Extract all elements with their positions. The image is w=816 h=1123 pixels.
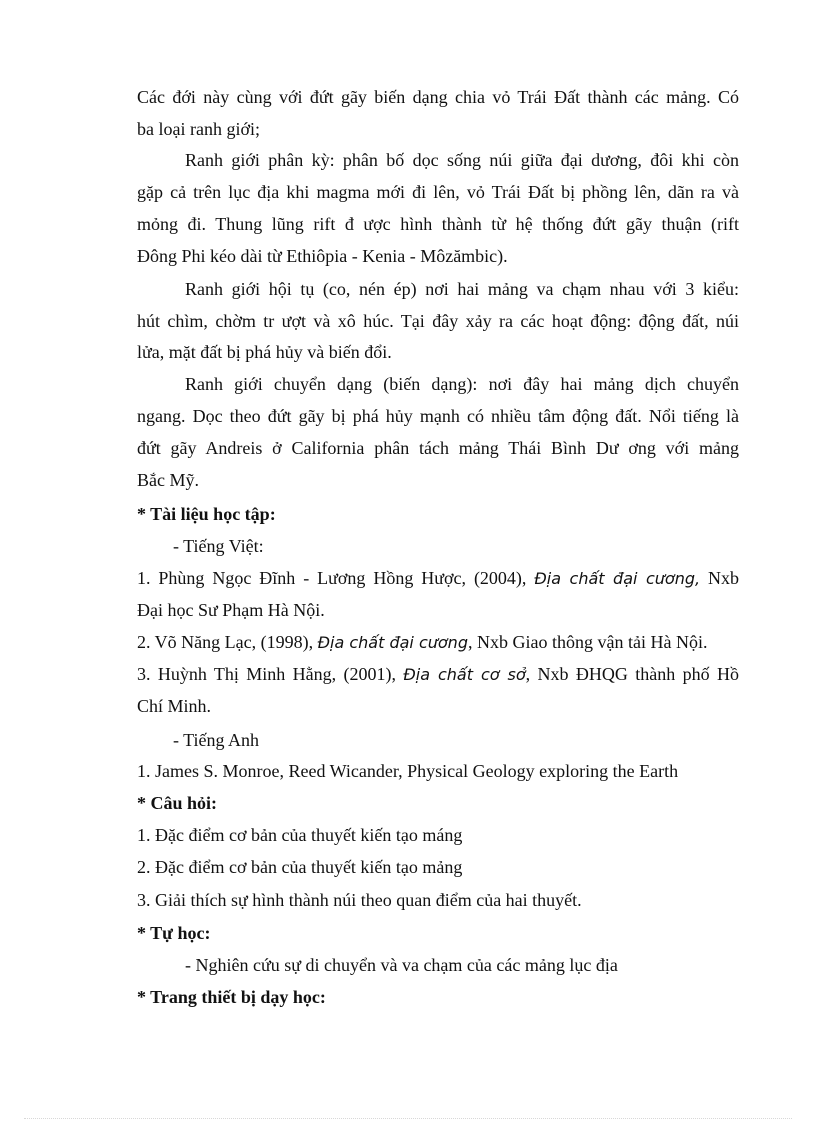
para3-line3: lửa, mặt đất bị phá hủy và biến đổi. — [137, 342, 392, 362]
english-label: - Tiếng Anh — [173, 730, 260, 750]
reference-1-line2: Đại học Sư Phạm Hà Nội. — [137, 600, 325, 620]
reference-3-line2: Chí Minh. — [137, 696, 212, 716]
equipment-heading: * Trang thiết bị dạy học: — [137, 987, 326, 1007]
para4-line2: ngang. Dọc theo đứt gãy bị phá hủy mạnh có nhiều tâm động đất. Nổi tiếng là — [137, 406, 739, 426]
para4-line3: đứt gãy Andreis ở California phân tách mảng Thái Bình Dư ơng với mảng — [137, 438, 739, 458]
question-1: 1. Đặc điểm cơ bản của thuyết kiến tạo máng — [137, 825, 463, 845]
question-2: 2. Đặc điểm cơ bản của thuyết kiến tạo mảng — [137, 857, 463, 877]
materials-heading: * Tài liệu học tập: — [137, 504, 276, 524]
para2-line2: gặp cả trên lục địa khi magma mới đi lên, vỏ Trái Đất bị phồng lên, dãn ra và — [137, 182, 739, 202]
reference-2-authors: 2. Võ Năng Lạc, (1998), — [137, 632, 318, 652]
reference-en-1: 1. James S. Monroe, Reed Wicander, Physical Geology exploring the Earth — [137, 761, 679, 781]
reference-3-line1 — [137, 663, 739, 685]
page-bottom-divider — [24, 1118, 792, 1119]
para3-line2: hút chìm, chờm tr ượt và xô húc. Tại đây xảy ra các hoạt động: động đất, núi — [137, 311, 739, 331]
reference-3-authors: 3. Huỳnh Thị Minh Hằng, (2001), — [137, 664, 404, 684]
para1-line2: ba loại ranh giới; — [137, 119, 260, 139]
self-study-item: - Nghiên cứu sự di chuyển và va chạm của các mảng lục địa — [185, 955, 618, 975]
para2-line1: Ranh giới phân kỳ: phân bố dọc sống núi giữa đại dương, đôi khi còn — [185, 150, 739, 170]
para4-line4: Bắc Mỹ. — [137, 470, 199, 490]
questions-heading: * Câu hỏi: — [137, 793, 218, 813]
reference-2 — [137, 631, 707, 653]
reference-1-publisher: Nxb — [700, 568, 740, 588]
question-3: 3. Giải thích sự hình thành núi theo quan điểm của hai thuyết. — [137, 890, 582, 910]
reference-2-publisher: , Nxb Giao thông vận tải Hà Nội. — [467, 632, 708, 652]
para1-line1: Các đới này cùng với đứt gãy biến dạng chia vỏ Trái Đất thành các mảng. Có — [137, 87, 739, 107]
reference-1-title: Địa chất đại cương, — [534, 569, 701, 588]
para3-line1: Ranh giới hội tụ (co, nén ép) nơi hai mảng va chạm nhau với 3 kiểu: — [185, 279, 739, 299]
para2-line4: Đông Phi kéo dài từ Ethiôpia - Kenia - Môzămbic). — [137, 246, 508, 266]
reference-1-line1 — [137, 567, 739, 589]
vietnamese-label: - Tiếng Việt: — [173, 536, 264, 556]
para4-line1: Ranh giới chuyển dạng (biến dạng): nơi đây hai mảng dịch chuyển — [185, 374, 739, 394]
reference-1-authors: 1. Phùng Ngọc Đĩnh - Lương Hồng Hược, (2004), — [137, 568, 535, 588]
reference-2-title: Địa chất đại cương — [317, 633, 468, 652]
reference-3-title: Địa chất cơ sở — [403, 665, 526, 684]
reference-3-publisher: , Nxb ĐHQG thành phố Hồ — [525, 664, 740, 684]
para2-line3: mỏng đi. Thung lũng rift đ ược hình thành từ hệ thống đứt gãy thuận (rift — [137, 214, 739, 234]
self-study-heading: * Tự học: — [137, 923, 211, 943]
